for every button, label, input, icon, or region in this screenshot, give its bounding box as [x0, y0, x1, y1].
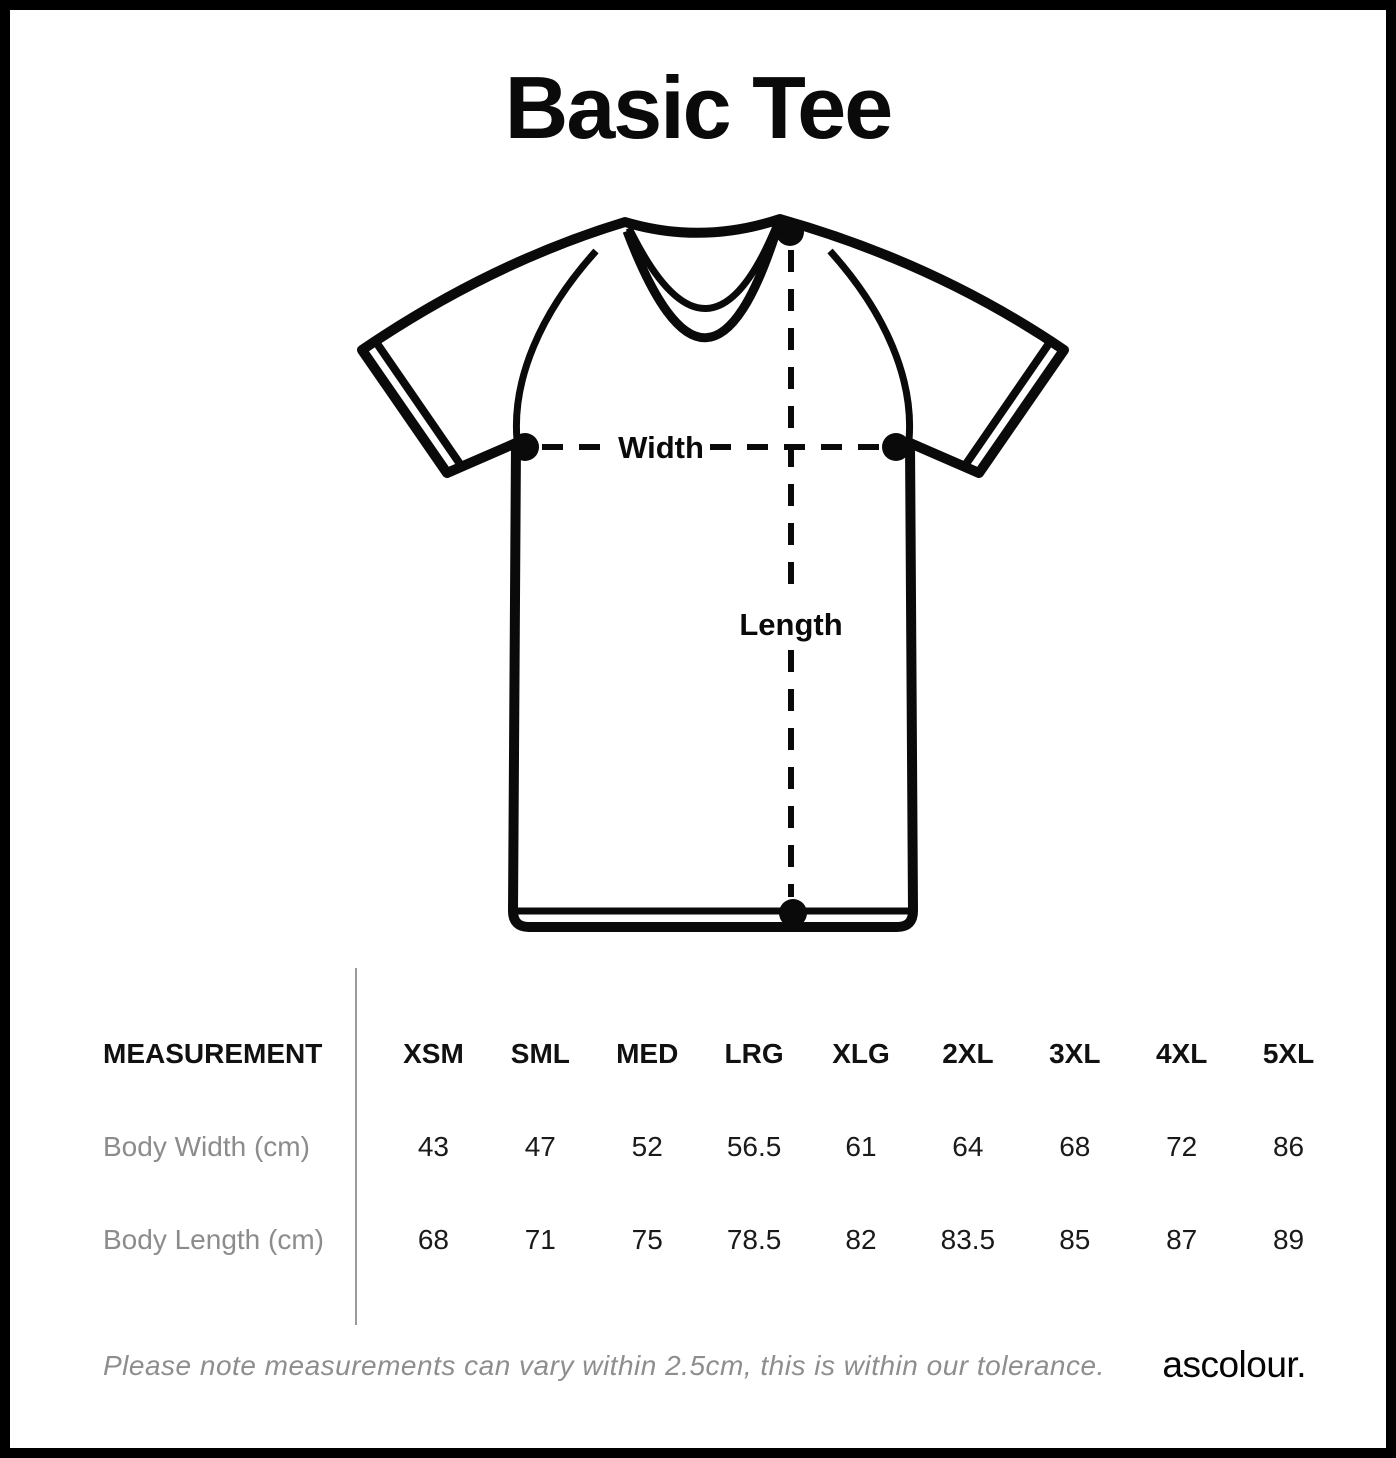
- body-width-xsm: 43: [417, 1130, 450, 1162]
- size-header-4xl: 4XL: [1155, 1037, 1208, 1069]
- body-length-row: [103, 1193, 1342, 1286]
- left-armpit-dot: [511, 433, 539, 461]
- width-label: Width: [618, 430, 704, 465]
- body-length-xlg: 82: [845, 1223, 877, 1255]
- size-header-xsm: XSM: [403, 1037, 464, 1069]
- body-length-2xl: 83.5: [940, 1223, 996, 1255]
- size-header-med: MED: [616, 1037, 679, 1069]
- body-width-xlg: 61: [845, 1130, 877, 1162]
- tolerance-note: Please note measurements can vary within 2.5cm, this is within our tolerance.: [103, 1350, 1105, 1381]
- body-width-row: [103, 1100, 1342, 1193]
- size-header-sml: SML: [510, 1037, 570, 1069]
- length-label: Length: [739, 607, 843, 642]
- measurement-header: MEASUREMENT: [103, 1037, 323, 1069]
- body-width-med: 52: [631, 1130, 663, 1162]
- row-label: Body Length (cm): [103, 1223, 324, 1255]
- body-width-4xl: 72: [1166, 1130, 1198, 1162]
- tshirt-illustration: [340, 195, 1080, 955]
- size-header-lrg: LRG: [724, 1037, 784, 1069]
- body-length-5xl: 89: [1272, 1223, 1305, 1255]
- size-table: [103, 1007, 1342, 1286]
- body-length-4xl: 87: [1166, 1223, 1198, 1255]
- body-length-xsm: 68: [417, 1223, 450, 1255]
- body-width-5xl: 86: [1272, 1130, 1305, 1162]
- size-header-5xl: 5XL: [1262, 1037, 1315, 1069]
- body-width-sml: 47: [524, 1130, 556, 1162]
- size-header-2xl: 2XL: [942, 1037, 994, 1069]
- hem-point-dot: [779, 899, 807, 927]
- body-width-3xl: 68: [1059, 1130, 1091, 1162]
- body-width-lrg: 56.5: [726, 1130, 782, 1162]
- body-length-med: 75: [631, 1223, 663, 1255]
- body-length-lrg: 78.5: [726, 1223, 782, 1255]
- body-length-3xl: 85: [1059, 1223, 1091, 1255]
- size-header-3xl: 3XL: [1049, 1037, 1101, 1069]
- right-armpit-dot: [882, 433, 910, 461]
- table-header-row: [103, 1007, 1342, 1100]
- brand-logo: ascolour.: [1162, 1344, 1306, 1385]
- shoulder-point-dot: [776, 218, 804, 246]
- tshirt-outline: [362, 219, 1064, 927]
- size-header-xlg: XLG: [832, 1037, 890, 1069]
- page-title: Basic Tee: [504, 58, 892, 157]
- row-label: Body Width (cm): [103, 1130, 310, 1162]
- body-length-sml: 71: [524, 1223, 556, 1255]
- body-width-2xl: 64: [952, 1130, 984, 1162]
- tshirt-diagram: [340, 195, 1080, 955]
